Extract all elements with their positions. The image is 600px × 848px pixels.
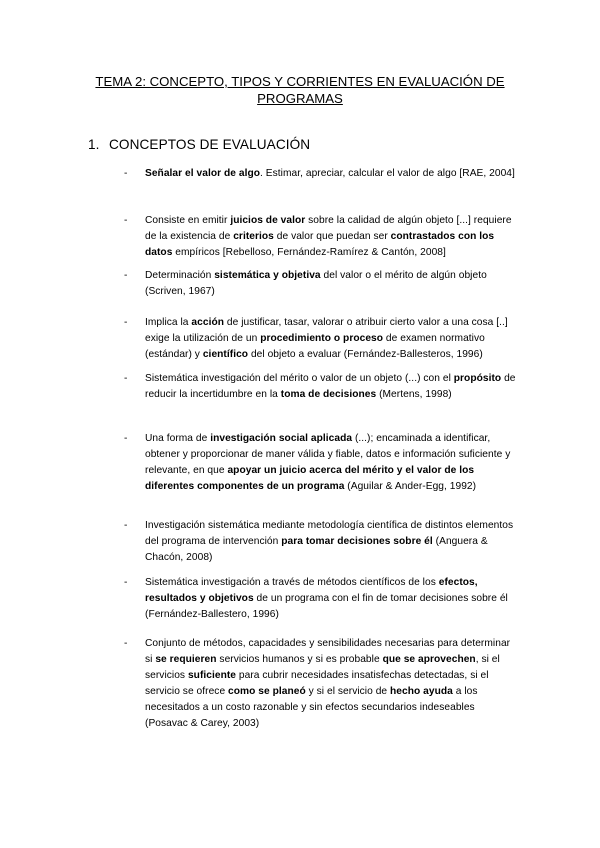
document-title	[80, 73, 520, 107]
list-dash: -	[124, 638, 128, 649]
emphasized-text: sistemática y objetiva	[214, 270, 321, 281]
emphasized-text: hecho ayuda	[390, 686, 453, 697]
emphasized-text: procedimiento o proceso	[260, 333, 384, 344]
emphasized-text: acción	[191, 317, 224, 328]
definition-item	[124, 268, 517, 300]
emphasized-text: que se aprovechen	[382, 654, 476, 665]
definition-text: Una forma de	[145, 433, 211, 444]
definition-text: Sistemática investigación a través de métodos científicos de los	[145, 577, 439, 588]
emphasized-text: científico	[202, 349, 249, 360]
definition-text: (Anguera & Chacón, 2008)	[145, 536, 488, 563]
list-dash: -	[124, 317, 128, 328]
definition-item	[124, 431, 517, 495]
definition-text: (...); encaminada a identificar, obtener y proporcionar de maner válida y fiable, datos e información suficiente y relevante, en que	[145, 433, 511, 476]
definition-text: (Aguilar & Ander-Egg, 1992)	[344, 481, 477, 492]
section-heading	[88, 137, 310, 152]
emphasized-text: suficiente	[187, 670, 237, 681]
definition-text: Conjunto de métodos, capacidades y sensibilidades necesarias para determinar si	[145, 638, 511, 665]
definition-text: Implica la	[145, 317, 192, 328]
definition-text: de un programa con el fin de tomar decisiones sobre él (Fernández-Ballestero, 1996)	[145, 593, 508, 620]
definition-item	[124, 213, 517, 261]
document-title-line-2: PROGRAMAS	[257, 91, 343, 106]
emphasized-text: Señalar el valor de algo	[145, 168, 261, 179]
definition-item	[124, 371, 517, 403]
definition-item	[124, 518, 517, 566]
definition-text: del objeto a evaluar (Fernández-Ballesteros, 1996)	[248, 349, 483, 360]
definition-text: (Mertens, 1998)	[376, 389, 452, 400]
definition-text: de justificar, tasar, valorar o atribuir cierto valor a una cosa [..] exige la utilización de un	[145, 317, 508, 344]
definition-text: de examen normativo (estándar) y	[145, 333, 485, 360]
definition-text: Determinación	[145, 270, 215, 281]
definition-text: Sistemática investigación del mérito o valor de un objeto (...) con el	[145, 373, 454, 384]
emphasized-text: investigación social aplicada	[210, 433, 353, 444]
list-dash: -	[124, 270, 128, 281]
emphasized-text: toma de decisiones	[280, 389, 377, 400]
definition-text: Consiste en emitir	[145, 215, 231, 226]
section-number: 1.	[88, 137, 100, 152]
emphasized-text: para tomar decisiones sobre él	[281, 536, 433, 547]
list-dash: -	[124, 373, 128, 384]
document-title-line-1: TEMA 2: CONCEPTO, TIPOS Y CORRIENTES EN EVALUACIÓN DE	[95, 74, 505, 89]
list-dash: -	[124, 433, 128, 444]
emphasized-text: como se planeó	[228, 686, 306, 697]
list-dash: -	[124, 577, 128, 588]
definition-item	[124, 315, 517, 363]
list-dash: -	[124, 520, 128, 531]
emphasized-text: propósito	[453, 373, 502, 384]
definition-text: y si el servicio de	[305, 686, 391, 697]
list-dash: -	[124, 215, 128, 226]
definition-text: sobre la calidad de algún objeto [...] requiere de la existencia de	[145, 215, 512, 242]
emphasized-text: apoyar un juicio acerca del mérito y el valor de los diferentes componentes de un programa	[145, 465, 475, 492]
emphasized-text: juicios de valor	[230, 215, 306, 226]
list-dash: -	[124, 168, 128, 179]
definition-text: . Estimar, apreciar, calcular el valor de algo [RAE, 2004]	[260, 168, 515, 179]
emphasized-text: contrastados con los datos	[145, 231, 495, 258]
definition-text: a los necesitados a un costo razonable y sin efectos secundarios indeseables (Posavac & Carey, 2003)	[145, 686, 478, 729]
definition-text: para cubrir necesidades insatisfechas detectadas, si el servicio se ofrece	[145, 670, 489, 697]
definition-text: del valor o el mérito de algún objeto (Scriven, 1967)	[145, 270, 487, 297]
definition-item	[124, 575, 517, 623]
definition-text: de reducir la incertidumbre en la	[145, 373, 516, 400]
definition-text: Investigación sistemática mediante metodología científica de distintos elementos del programa de intervención	[145, 520, 514, 547]
definition-item	[124, 636, 517, 732]
emphasized-text: se requieren	[155, 654, 217, 665]
section-heading-text: CONCEPTOS DE EVALUACIÓN	[109, 137, 311, 152]
emphasized-text: criterios	[233, 231, 274, 242]
definition-text: de valor que puedan ser	[273, 231, 391, 242]
definition-item	[124, 166, 517, 182]
definition-text: servicios humanos y si es probable	[216, 654, 383, 665]
definition-text: , si el servicios	[145, 654, 500, 681]
emphasized-text: efectos, resultados y objetivos	[145, 577, 478, 604]
definition-text: empíricos [Rebelloso, Fernández-Ramírez & Cantón, 2008]	[172, 247, 446, 258]
